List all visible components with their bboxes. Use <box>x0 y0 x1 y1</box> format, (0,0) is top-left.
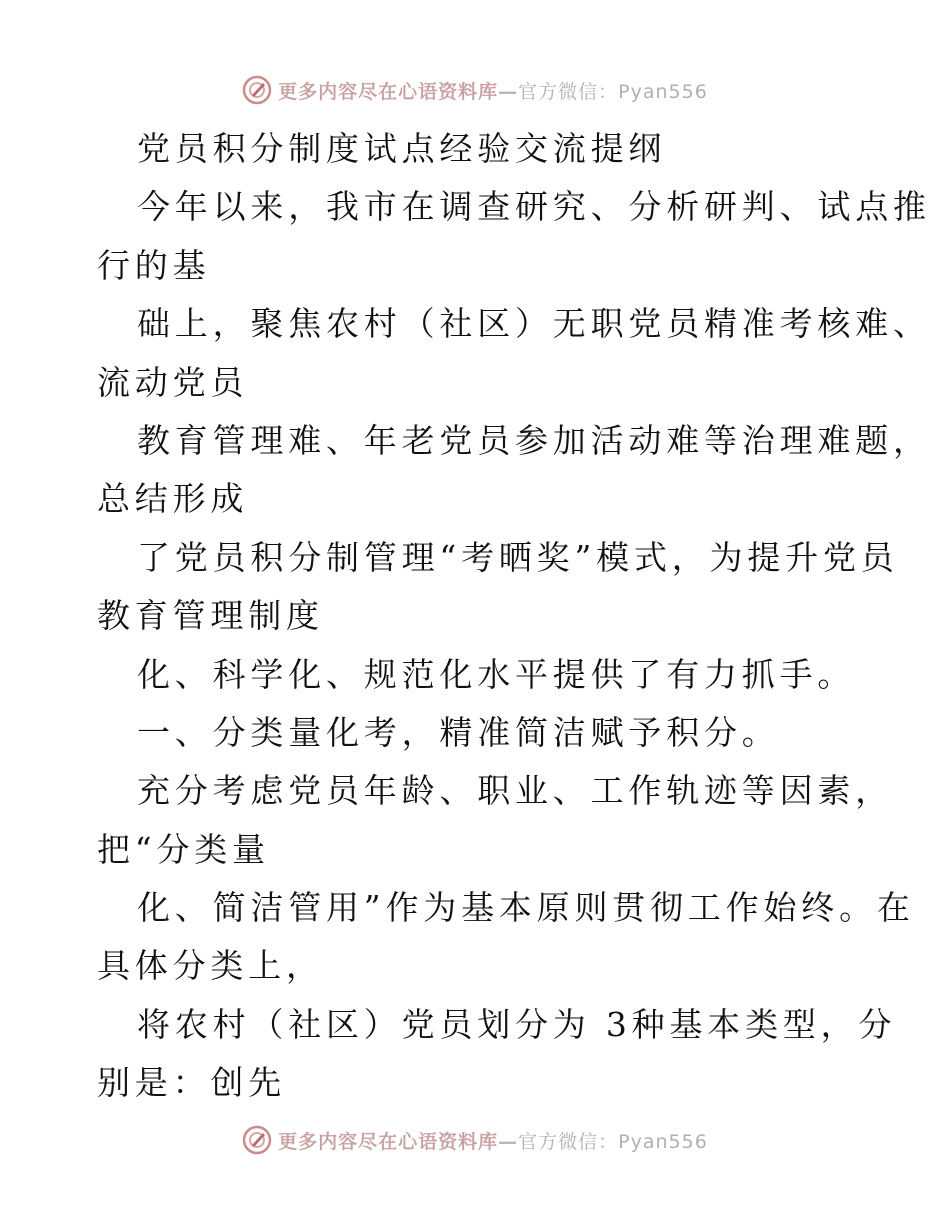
paragraph-line: 充分考虑党员年龄、职业、工作轨迹等因素， <box>137 771 893 811</box>
document-body <box>97 120 931 1113</box>
header-watermark <box>0 72 950 108</box>
logo-icon <box>242 75 272 105</box>
watermark-wechat: 官方微信：Pyan556 <box>518 1130 708 1153</box>
paragraph-line: 总结形成 <box>97 479 249 519</box>
logo-icon <box>242 1125 272 1155</box>
paragraph-line: 把“分类量 <box>97 829 270 869</box>
section-heading: 一、分类量化考，精准简洁赋予积分。 <box>137 712 780 752</box>
footer-watermark <box>0 1122 950 1158</box>
paragraph-line: 流动党员 <box>97 362 249 402</box>
paragraph-line: 今年以来，我市在调查研究、分析研判、试点推 <box>137 187 931 227</box>
watermark-main: 更多内容尽在心语资料库 <box>278 80 499 103</box>
paragraph-line: 行的基 <box>97 245 211 285</box>
watermark-text <box>278 77 708 104</box>
watermark-text <box>278 1127 708 1154</box>
document-title: 党员积分制度试点经验交流提纲 <box>137 129 667 168</box>
watermark-main: 更多内容尽在心语资料库 <box>278 1130 499 1153</box>
paragraph-line: 化、科学化、规范化水平提供了有力抓手。 <box>137 654 856 694</box>
paragraph-line: 础上，聚焦农村（社区）无职党员精准考核难、 <box>137 304 931 344</box>
paragraph-line: 教育管理制度 <box>97 596 324 636</box>
paragraph-line: 教育管理难、年老党员参加活动难等治理难题， <box>137 420 931 460</box>
paragraph-line: 了党员积分制管理“考晒奖”模式，为提升党员 <box>137 537 899 577</box>
watermark-separator: — <box>498 1130 519 1153</box>
watermark-wechat: 官方微信：Pyan556 <box>518 80 708 103</box>
watermark-separator: — <box>498 80 519 103</box>
paragraph-line: 具体分类上， <box>97 946 324 986</box>
paragraph-line: 化、简洁管用”作为基本原则贯彻工作始终。在 <box>137 888 915 928</box>
paragraph-line: 将农村（社区）党员划分为 3种基本类型，分 <box>137 1004 897 1044</box>
paragraph-line: 别是：创先 <box>97 1063 286 1103</box>
